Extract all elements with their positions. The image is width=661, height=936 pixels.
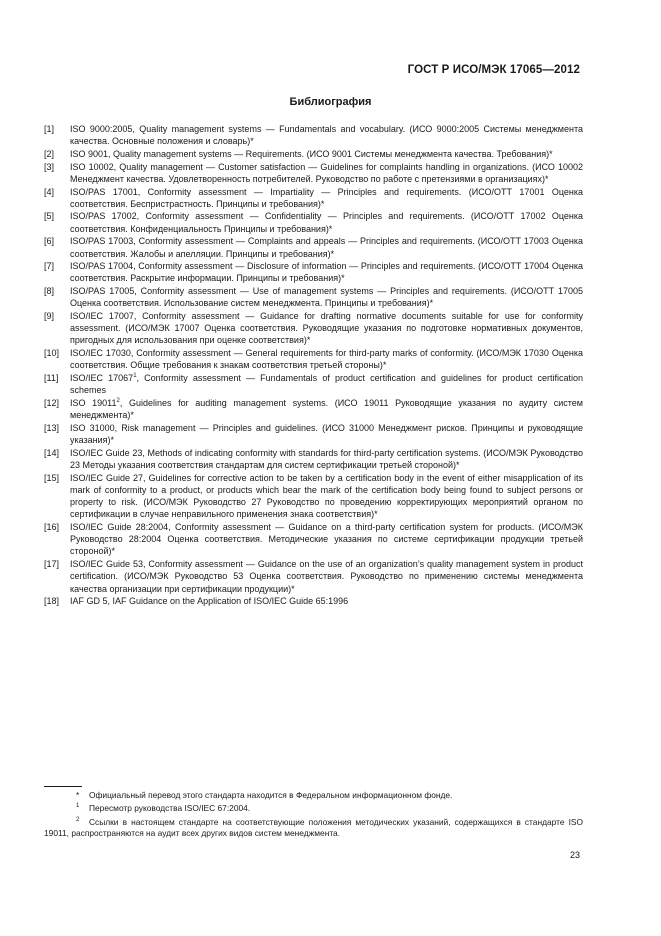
entry-number: [11] — [44, 373, 59, 384]
bibliography-entry — [44, 210, 583, 234]
footnote-ref: 1 — [133, 373, 137, 380]
entry-title: , Conformity assessment — Fundamentals of product certification and guidelines for product certification schemes — [70, 373, 583, 396]
entry-text: ISO 9000:2005, Quality management systems — Fundamentals and vocabulary. (ИСО 9000:2005 Системы менеджмента качества. Основные положения и словарь)* — [70, 124, 583, 147]
entry-number: [10] — [44, 348, 60, 359]
entry-text: ISO/PAS 17005, Conformity assessment — Use of management systems — Principles and requirements. (ИСО/ОТТ 17005 Оценка соответствия. Использование систем менеджмента. Принципы и требования)* — [70, 286, 583, 309]
footnote-mark-sup: 2 — [76, 816, 80, 823]
entry-text: IAF GD 5, IAF Guidance on the Application of ISO/IEC Guide 65:1996 — [70, 596, 349, 607]
bibliography-entry — [44, 310, 583, 347]
entry-text — [70, 397, 583, 421]
entry-number: [6] — [44, 236, 55, 247]
entry-number: [3] — [44, 161, 55, 172]
bibliography-entry — [44, 372, 583, 396]
entry-code: ISO/IEC 17067 — [70, 373, 134, 384]
entry-text: ISO/IEC Guide 53, Conformity assessment — Guidance on the use of an organization’s quality management system in product certification. (ИСО/МЭК Руководство 53 Оценка соответствия. Руководство по применению системы менеджмента качества организации при сертификации продукции)* — [70, 559, 583, 594]
entry-text: ISO/IEC Guide 28:2004, Conformity assessment — Guidance on a third-party certification system for products. (ИСО/МЭК Руководство 28:2004 Оценка соответствия. Методические указания по системе сертификации продукции третьей стороной)* — [70, 522, 583, 557]
entry-number: [1] — [44, 124, 55, 134]
entry-number: [4] — [44, 186, 55, 197]
footnote-text: Ссылки в настоящем стандарте на соответствующие положения методических указаний, содержащихся в стандарте ISO 19011, распространяются на аудит всех других видов систем менеджмента. — [44, 816, 583, 839]
document-header: ГОСТ Р ИСО/МЭК 17065—2012 — [407, 64, 580, 76]
bibliography-entry — [44, 235, 583, 259]
entry-text: ISO 9001, Quality management systems — Requirements. (ИСО 9001 Системы менеджмента качества. Требования)* — [70, 148, 553, 159]
entry-number: [15] — [44, 472, 60, 483]
entry-number: [17] — [44, 559, 60, 570]
bibliography-entry — [44, 472, 583, 521]
entry-text: ISO/PAS 17004, Conformity assessment — Disclosure of information — Principles and requirements. (ИСО/ОТТ 17004 Оценка соответствия. Раскрытие информации. Принципы и требования)* — [70, 261, 583, 284]
footnotes — [44, 790, 583, 842]
entry-number: [7] — [44, 261, 55, 272]
entry-text: ISO/PAS 17003, Conformity assessment — Complaints and appeals — Principles and requirements. (ИСО/ОТТ 17003 Оценка соответствия. Жалобы и апелляции. Принципы и требования)* — [70, 236, 583, 259]
bibliography-entry — [44, 148, 583, 160]
entry-text: ISO/IEC Guide 27, Guidelines for corrective action to be taken by a certification body in the event of either misapplication of its mark of conformity to a product, or products which bear the mark of the certification body being found to subject persons or property to risk. (ИСО/МЭК Руководство 27 Руководство по проведению корректирующих мероприятий органом по сертификации в случае неправильного применения знака соответствия)* — [70, 472, 583, 520]
footnote-mark — [76, 817, 89, 829]
entry-text — [70, 372, 583, 396]
entry-text: ISO/IEC 17030, Conformity assessment — General requirements for third-party marks of conformity. (ИСО/МЭК 17030 Оценка соответствия. Общие требования к знакам соответствия третьей стороны)* — [70, 348, 583, 371]
footnote-text: Официальный перевод этого стандарта находится в Федеральном информационном фонде. — [89, 790, 453, 800]
entry-text: ISO/IEC 17007, Conformity assessment — Guidance for drafting normative documents suitable for use for conformity assessment. (ИСО/МЭК 17007 Оценка соответствия. Руководящие указания по подготовке нормативных документов, пригодных для использования при оценке соответствия)* — [70, 311, 583, 346]
entry-number: [5] — [44, 211, 55, 222]
entry-text: ISO/PAS 17002, Conformity assessment — Confidentiality — Principles and requirements. (ИСО/ОТТ 17002 Оценка соответствия. Конфиденциальность Принципы и требования)* — [70, 211, 583, 234]
bibliography-entry — [44, 186, 583, 210]
entry-text: ISO/IEC Guide 23, Methods of indicating conformity with standards for third-party certification systems. (ИСО/МЭК Руководство 23 Методы указания соответствия стандартам для систем сертификации третьей стороной)* — [70, 447, 583, 470]
page-number: 23 — [569, 850, 580, 860]
entry-text: ISO 10002, Quality management — Customer satisfaction — Guidelines for complaints handling in organizations. (ИСО 10002 Менеджмент качества. Удовлетворенность потребителей. Руководство по работе с претензиями в организациях)* — [70, 161, 583, 184]
section-title: Библиография — [289, 96, 372, 108]
footnote-mark-sup: 1 — [76, 803, 80, 810]
entry-number: [8] — [44, 286, 55, 297]
entry-number: [18] — [44, 596, 60, 607]
footnote-divider — [44, 786, 82, 787]
bibliography-entry — [44, 521, 583, 558]
entry-number: [14] — [44, 447, 60, 458]
entry-code: ISO 19011 — [70, 397, 117, 408]
bibliography-entry — [44, 558, 583, 595]
footnote — [44, 790, 583, 802]
bibliography-entry — [44, 397, 583, 421]
footnote-mark: * — [76, 790, 80, 800]
bibliography-entry — [44, 123, 583, 147]
bibliography-entry — [44, 447, 583, 471]
entry-number: [9] — [44, 311, 55, 322]
footnote-mark — [76, 803, 89, 815]
entry-number: [2] — [44, 148, 55, 159]
bibliography-entry — [44, 285, 583, 309]
bibliography-entry — [44, 595, 583, 607]
entry-text: ISO 31000, Risk management — Principles and guidelines. (ИСО 31000 Менеджмент рисков. Принципы и руководящие указания)* — [70, 422, 583, 446]
entry-number: [12] — [44, 397, 60, 408]
entry-text: ISO/PAS 17001, Conformity assessment — Impartiality — Principles and requirements. (ИСО/ОТТ 17001 Оценка соответствия. Беспристрастность. Принципы и требования)* — [70, 186, 583, 209]
bibliography-entry — [44, 260, 583, 284]
bibliography-entry — [44, 161, 583, 185]
bibliography-list — [44, 123, 583, 608]
entry-number: [16] — [44, 522, 60, 532]
footnote-ref: 2 — [116, 397, 120, 404]
bibliography-entry — [44, 422, 583, 446]
footnote-text: Пересмотр руководства ISO/IEC 67:2004. — [89, 803, 251, 814]
bibliography-entry — [44, 347, 583, 371]
footnote — [44, 803, 583, 815]
entry-title: , Guidelines for auditing management systems. (ИСО 19011 Руководящие указания по аудиту систем менеджмента)* — [70, 397, 583, 421]
footnote — [44, 817, 583, 841]
entry-number: [13] — [44, 422, 60, 433]
